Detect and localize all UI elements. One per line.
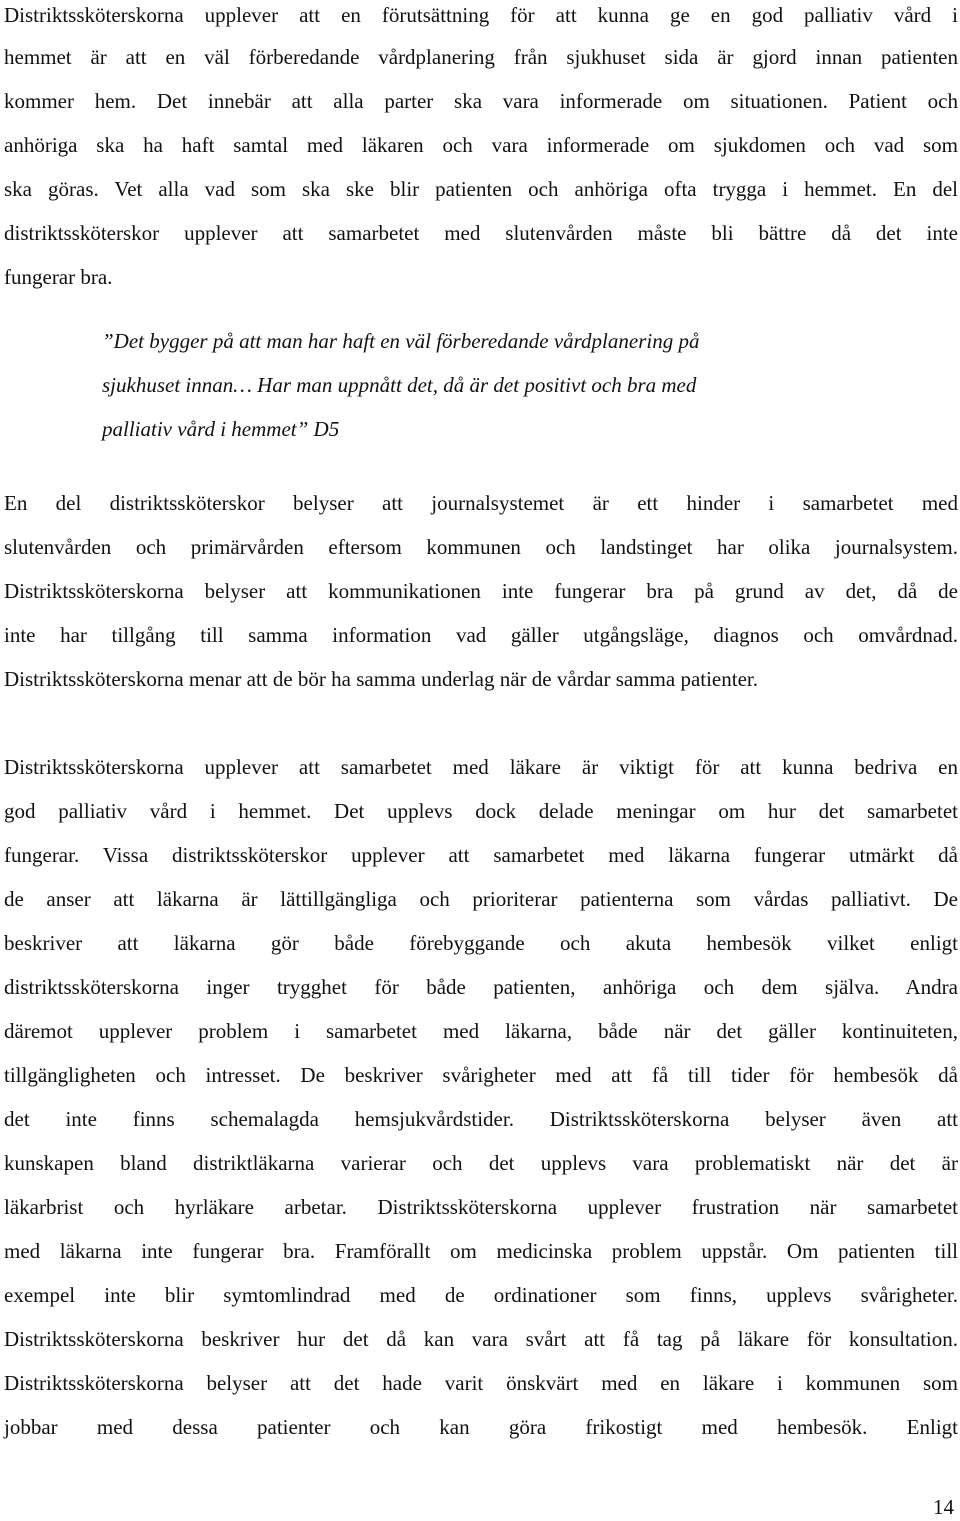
paragraph-line: ska göras. Vet alla vad som ska ske blir patienten och anhöriga ofta trygga i hemmet. En del	[4, 177, 958, 201]
paragraph-line: Distriktssköterskorna beskriver hur det då kan vara svårt att få tag på läkare för konsultation.	[4, 1327, 958, 1351]
paragraph-line: Distriktssköterskorna menar att de bör ha samma underlag när de vårdar samma patienter.	[4, 667, 758, 691]
quote-line: palliativ vård i hemmet” D5	[102, 417, 340, 441]
paragraph-line: tillgängligheten och intresset. De beskriver svårigheter med att få till tider för hembesök då	[4, 1063, 958, 1087]
paragraph-line: fungerar bra.	[4, 265, 113, 289]
paragraph-line: hemmet är att en väl förberedande vårdplanering från sjukhuset sida är gjord innan patienten	[4, 45, 958, 69]
paragraph-line: Distriktssköterskorna belyser att kommunikationen inte fungerar bra på grund av det, då de	[4, 579, 958, 603]
paragraph-line: kommer hem. Det innebär att alla parter ska vara informerade om situationen. Patient och	[4, 89, 958, 113]
paragraph-line: Distriktssköterskorna belyser att det hade varit önskvärt med en läkare i kommunen som	[4, 1371, 958, 1395]
quote-line: sjukhuset innan… Har man uppnått det, då är det positivt och bra med	[102, 373, 697, 397]
paragraph-line: En del distriktssköterskor belyser att journalsystemet är ett hinder i samarbetet med	[4, 491, 958, 515]
paragraph-line: de anser att läkarna är lättillgängliga och prioriterar patienterna som vårdas palliativt. De	[4, 887, 958, 911]
paragraph-line: däremot upplever problem i samarbetet med läkarna, både när det gäller kontinuiteten,	[4, 1019, 958, 1043]
paragraph-line: Distriktssköterskorna upplever att en förutsättning för att kunna ge en god palliativ vård i	[4, 3, 958, 27]
page-number: 14	[933, 1495, 954, 1519]
paragraph-line: fungerar. Vissa distriktssköterskor upplever att samarbetet med läkarna fungerar utmärkt då	[4, 843, 958, 867]
paragraph-line: med läkarna inte fungerar bra. Framförallt om medicinska problem uppstår. Om patienten till	[4, 1239, 958, 1263]
paragraph-line: distriktssköterskorna inger trygghet för både patienten, anhöriga och dem själva. Andra	[4, 975, 958, 999]
paragraph-line: kunskapen bland distriktläkarna varierar och det upplevs vara problematiskt när det är	[4, 1151, 958, 1175]
paragraph-line: beskriver att läkarna gör både förebyggande och akuta hembesök vilket enligt	[4, 931, 958, 955]
paragraph-line: exempel inte blir symtomlindrad med de ordinationer som finns, upplevs svårigheter.	[4, 1283, 958, 1307]
paragraph-line: Distriktssköterskorna upplever att samarbetet med läkare är viktigt för att kunna bedriva en	[4, 755, 958, 779]
quote-line: ”Det bygger på att man har haft en väl förberedande vårdplanering på	[102, 329, 700, 353]
paragraph-line: läkarbrist och hyrläkare arbetar. Distriktssköterskorna upplever frustration när samarbetet	[4, 1195, 958, 1219]
paragraph-line: jobbar med dessa patienter och kan göra frikostigt med hembesök. Enligt	[4, 1415, 958, 1439]
paragraph-line: distriktssköterskor upplever att samarbetet med slutenvården måste bli bättre då det inte	[4, 221, 958, 245]
paragraph-line: anhöriga ska ha haft samtal med läkaren och vara informerade om sjukdomen och vad som	[4, 133, 958, 157]
paragraph-line: inte har tillgång till samma information vad gäller utgångsläge, diagnos och omvårdnad.	[4, 623, 958, 647]
paragraph-line: det inte finns schemalagda hemsjukvårdstider. Distriktssköterskorna belyser även att	[4, 1107, 958, 1131]
paragraph-line: slutenvården och primärvården eftersom kommunen och landstinget har olika journalsystem.	[4, 535, 958, 559]
paragraph-line: god palliativ vård i hemmet. Det upplevs dock delade meningar om hur det samarbetet	[4, 799, 958, 823]
